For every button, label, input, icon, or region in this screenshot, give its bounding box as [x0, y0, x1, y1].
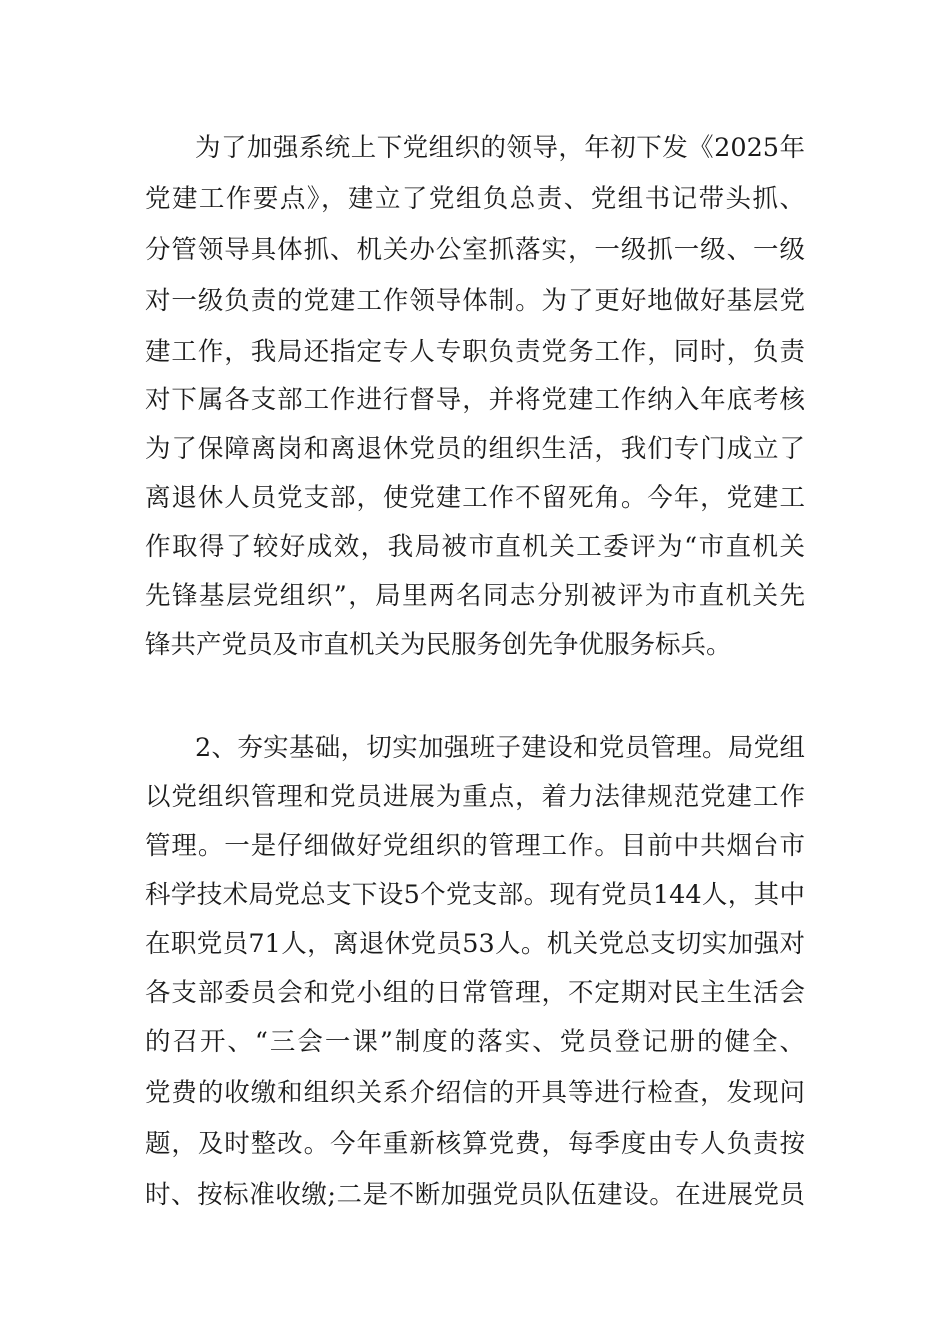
paragraph-1-line-10: 先锋基层党组织”，局里两名同志分别被评为市直机关先 [145, 581, 805, 611]
paragraph-1-line-4: 对一级负责的党建工作领导体制。为了更好地做好基层党 [145, 286, 805, 316]
paragraph-2-line-2: 以党组织管理和党员进展为重点，着力法律规范党建工作 [145, 782, 805, 812]
paragraph-2-line-5: 在职党员71人，离退休党员53人。机关党总支切实加强对 [145, 929, 805, 959]
paragraph-1-line-5: 建工作，我局还指定专人专职负责党务工作，同时，负责 [145, 337, 805, 367]
paragraph-2-line-1: 2、夯实基础，切实加强班子建设和党员管理。局党组 [195, 733, 805, 763]
paragraph-2-line-6: 各支部委员会和党小组的日常管理，不定期对民主生活会 [145, 978, 805, 1008]
paragraph-2-line-9: 题，及时整改。今年重新核算党费，每季度由专人负责按 [145, 1129, 805, 1159]
paragraph-1-line-11: 锋共产党员及市直机关为民服务创先争优服务标兵。 [145, 630, 732, 660]
paragraph-2-line-4: 科学技术局党总支下设5个党支部。现有党员144人，其中 [145, 880, 805, 910]
paragraph-1-line-9: 作取得了较好成效，我局被市直机关工委评为“市直机关 [145, 532, 805, 562]
paragraph-2-line-7: 的召开、“三会一课”制度的落实、党员登记册的健全、 [145, 1027, 805, 1057]
paragraph-1-line-8: 离退休人员党支部，使党建工作不留死角。今年，党建工 [145, 483, 805, 513]
paragraph-1-line-1: 为了加强系统上下党组织的领导，年初下发《2025年 [195, 133, 805, 163]
paragraph-2-line-10: 时、按标准收缴;二是不断加强党员队伍建设。在进展党员 [145, 1180, 805, 1210]
paragraph-2-line-8: 党费的收缴和组织关系介绍信的开具等进行检查，发现问 [145, 1078, 805, 1108]
paragraph-1-line-2: 党建工作要点》，建立了党组负总责、党组书记带头抓、 [145, 184, 805, 214]
paragraph-2-line-3: 管理。一是仔细做好党组织的管理工作。目前中共烟台市 [145, 831, 805, 861]
paragraph-1-line-7: 为了保障离岗和离退休党员的组织生活，我们专门成立了 [145, 434, 805, 464]
paragraph-1-line-3: 分管领导具体抓、机关办公室抓落实，一级抓一级、一级 [145, 235, 805, 265]
paragraph-1-line-6: 对下属各支部工作进行督导，并将党建工作纳入年底考核 [145, 385, 805, 415]
